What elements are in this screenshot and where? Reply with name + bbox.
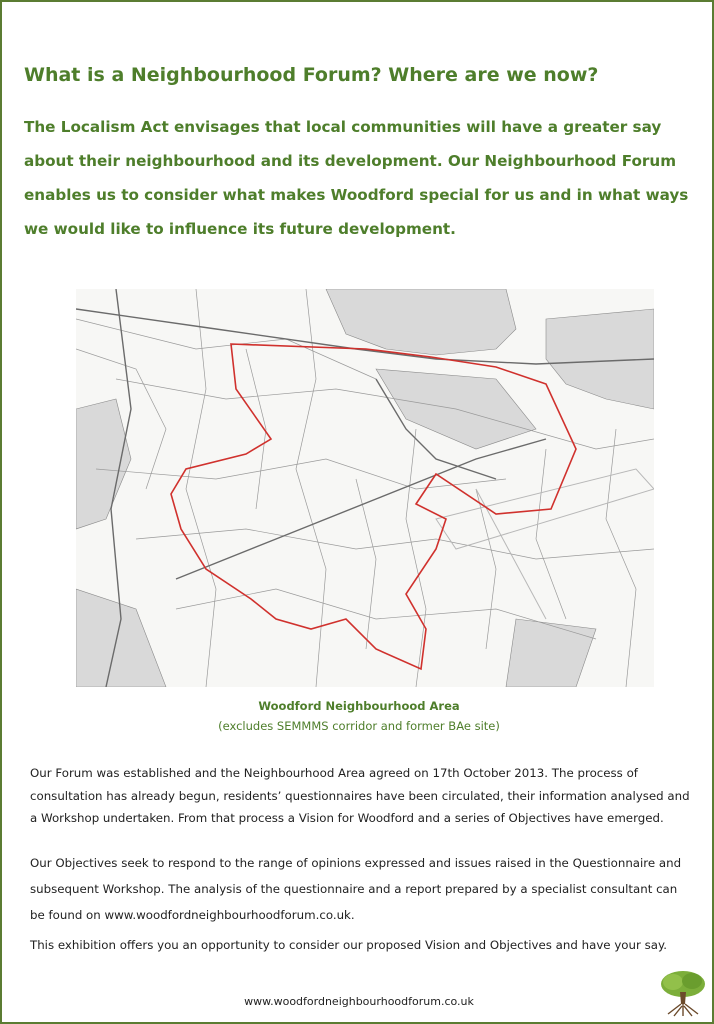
tree-logo-icon — [658, 968, 708, 1018]
footer-url[interactable]: www.woodfordneighbourhoodforum.co.uk — [244, 995, 474, 1008]
neighbourhood-area-map — [76, 289, 654, 687]
map-drawing — [76, 289, 654, 687]
map-caption-title: Woodford Neighbourhood Area — [258, 699, 460, 713]
map-caption-subtitle: (excludes SEMMMS corridor and former BAe site) — [218, 719, 500, 733]
paragraph-objectives: Our Objectives seek to respond to the range of opinions expressed and issues raised in the Questionnaire and subsequent Workshop. The analysis of the questionnaire and a report prepared by a specialist consultant can be found on www.woodfordneighbourhoodforum.co.uk. — [30, 856, 682, 922]
paragraph-forum-established: Our Forum was established and the Neighbourhood Area agreed on 17th October 2013. The process of consultation has already begun, residents’ questionnaires have been circulated, their information analysed and a Workshop undertaken. From that process a Vision for Woodford and a series of Objectives have emerged. — [30, 766, 690, 825]
intro-text: The Localism Act envisages that local communities will have a greater say about their neighbourhood and its development. Our Neighbourhood Forum enables us to consider what makes Woodford special for us and in what ways we would like to influence its future development. — [24, 118, 689, 238]
paragraph-exhibition: This exhibition offers you an opportunity to consider our proposed Vision and Objectives and have your say. — [30, 938, 668, 952]
page-title: What is a Neighbourhood Forum? Where are we now? — [24, 64, 599, 86]
